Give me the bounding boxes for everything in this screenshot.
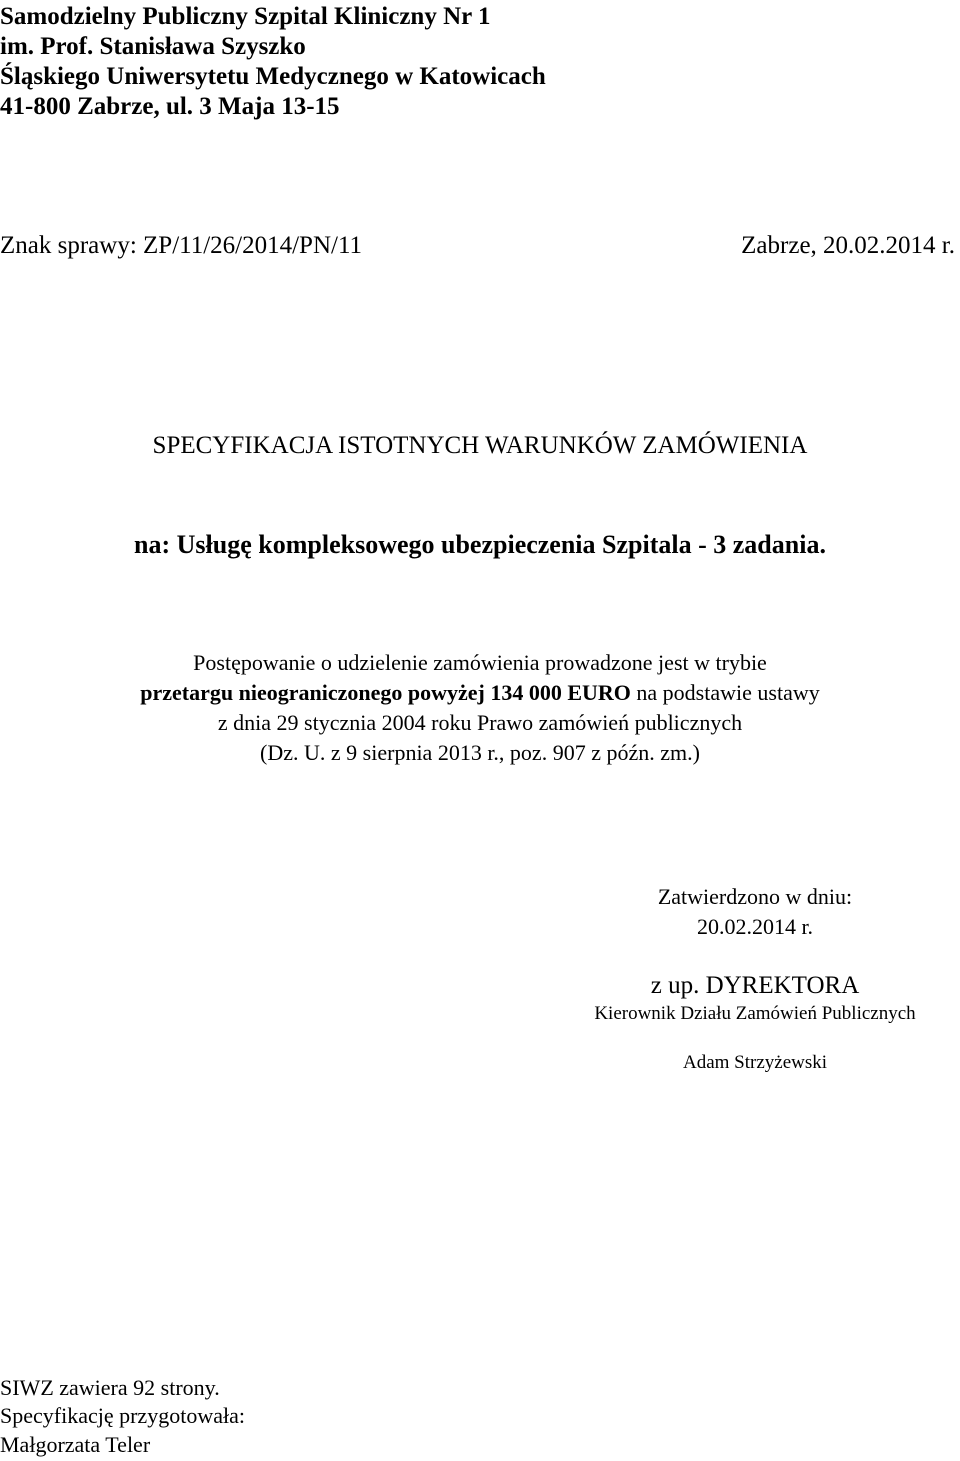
institution-patron-line: im. Prof. Stanisława Szyszko bbox=[0, 33, 306, 60]
for-director: z up. DYREKTORA bbox=[650, 972, 860, 999]
institution-university-line: Śląskiego Uniwersytetu Medycznego w Katowicach bbox=[0, 63, 546, 90]
approval-label: Zatwierdzono w dniu: bbox=[657, 884, 853, 909]
procedure-line: z dnia 29 stycznia 2004 roku Prawo zamówień publicznych bbox=[217, 710, 743, 735]
signatory-name: Adam Strzyżewski bbox=[682, 1052, 828, 1073]
signatory-position: Kierownik Działu Zamówień Publicznych bbox=[594, 1003, 916, 1024]
prepared-by-name: Małgorzata Teler bbox=[0, 1432, 151, 1457]
procedure-mode-bold: przetargu nieograniczonego powyżej 134 000 EURO bbox=[140, 680, 631, 705]
document-title: SPECYFIKACJA ISTOTNYCH WARUNKÓW ZAMÓWIENIA bbox=[152, 432, 808, 459]
page-count-note: SIWZ zawiera 92 strony. bbox=[0, 1375, 220, 1400]
place-date: Zabrze, 20.02.2014 r. bbox=[741, 232, 955, 259]
procedure-line bbox=[0, 678, 960, 708]
procedure-line: Postępowanie o udzielenie zamówienia prowadzone jest w trybie bbox=[193, 650, 767, 675]
institution-address-line: 41-800 Zabrze, ul. 3 Maja 13-15 bbox=[0, 93, 340, 120]
approval-date: 20.02.2014 r. bbox=[696, 914, 814, 939]
procedure-line: (Dz. U. z 9 sierpnia 2013 r., poz. 907 z późn. zm.) bbox=[260, 740, 700, 765]
prepared-by-label: Specyfikację przygotowała: bbox=[0, 1403, 245, 1428]
procedure-mode-rest: na podstawie ustawy bbox=[630, 680, 820, 705]
institution-name-line: Samodzielny Publiczny Szpital Kliniczny Nr 1 bbox=[0, 3, 491, 30]
document-subject: na: Usługę kompleksowego ubezpieczenia Szpitala - 3 zadania. bbox=[134, 530, 826, 559]
case-number: Znak sprawy: ZP/11/26/2014/PN/11 bbox=[0, 232, 363, 259]
